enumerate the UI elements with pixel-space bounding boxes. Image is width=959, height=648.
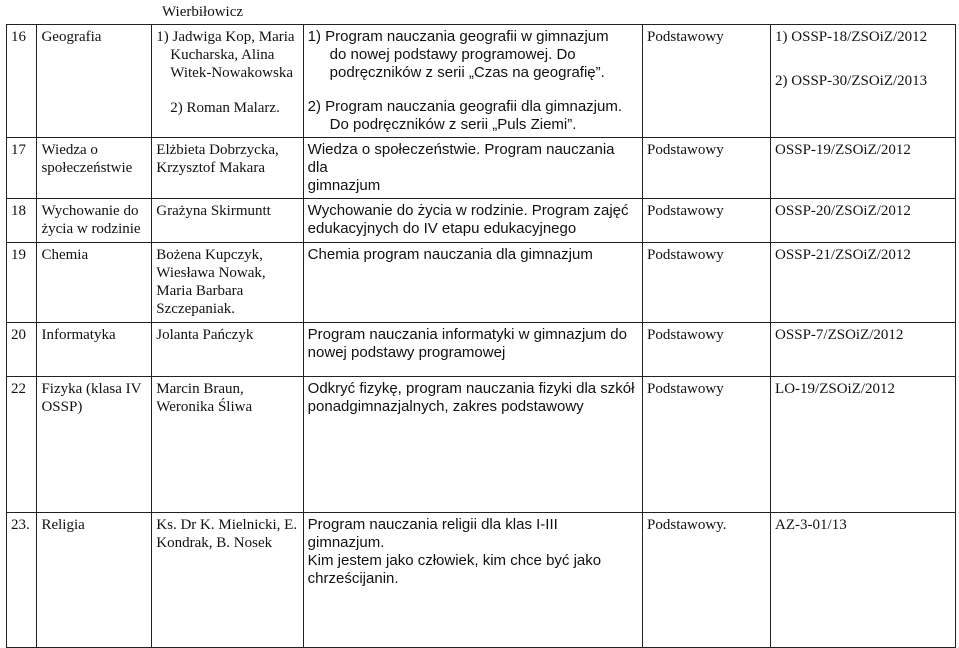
program-item: 1) Program nauczania geografii w gimnazjum do nowej podstawy programowej. Do podręczników z serii „Czas na geografię”. [307, 28, 609, 81]
program-cell: Wiedza o społeczeństwie. Program nauczania dla gimnazjum [303, 138, 642, 199]
level-cell: Podstawowy [643, 199, 771, 243]
level-cell: Podstawowy [643, 25, 771, 138]
certificate-cell: OSSP-21/ZSOiZ/2012 [771, 243, 956, 323]
row-number: 23. [7, 513, 37, 648]
table-row [7, 513, 956, 648]
previous-row-continuation [0, 0, 959, 24]
certificate-cell: OSSP-20/ZSOiZ/2012 [771, 199, 956, 243]
author-line: 2) Roman Malarz. [170, 100, 280, 116]
row-number: 20 [7, 323, 37, 377]
certificate-line: 2) OSSP-30/ZSOiZ/2013 [775, 73, 928, 89]
certificate-cell: AZ-3-01/13 [771, 513, 956, 648]
level-cell: Podstawowy [643, 377, 771, 513]
authors-cell: Marcin Braun, Weronika Śliwa [152, 377, 303, 513]
program-cell: Chemia program nauczania dla gimnazjum [303, 243, 642, 323]
table-row [7, 243, 956, 323]
table-row [7, 199, 956, 243]
subject-cell: Wychowanie do życia w rodzinie [37, 199, 152, 243]
certificate-cell: LO-19/ZSOiZ/2012 [771, 377, 956, 513]
author-line: 1) Jadwiga Kop, Maria [156, 29, 295, 45]
level-cell: Podstawowy [643, 243, 771, 323]
table-row [7, 323, 956, 377]
table-row [7, 25, 956, 138]
subject-cell: Informatyka [37, 323, 152, 377]
subject-cell: Geografia [37, 25, 152, 138]
program-cell [303, 25, 642, 138]
certificate-cell: OSSP-19/ZSOiZ/2012 [771, 138, 956, 199]
row-number: 16 [7, 25, 37, 138]
certificate-cell: OSSP-7/ZSOiZ/2012 [771, 323, 956, 377]
authors-cell: Bożena Kupczyk, Wiesława Nowak, Maria Barbara Szczepaniak. [152, 243, 303, 323]
curriculum-table [6, 24, 956, 648]
subject-cell: Chemia [37, 243, 152, 323]
table-row [7, 138, 956, 199]
subject-cell: Religia [37, 513, 152, 648]
authors-cell: Grażyna Skirmuntt [152, 199, 303, 243]
certificate-line: 1) OSSP-18/ZSOiZ/2012 [775, 29, 928, 45]
subject-cell: Fizyka (klasa IV OSSP) [37, 377, 152, 513]
author-line: Kucharska, Alina [170, 47, 275, 63]
authors-cell: Elżbieta Dobrzycka, Krzysztof Makara [152, 138, 303, 199]
level-cell: Podstawowy. [643, 513, 771, 648]
row-number: 18 [7, 199, 37, 243]
continued-author: Wierbiłowicz [162, 4, 244, 20]
level-cell: Podstawowy [643, 323, 771, 377]
table-row [7, 377, 956, 513]
row-number: 19 [7, 243, 37, 323]
program-cell: Program nauczania informatyki w gimnazjum do nowej podstawy programowej [303, 323, 642, 377]
authors-cell [152, 25, 303, 138]
row-number: 17 [7, 138, 37, 199]
certificate-cell [771, 25, 956, 138]
authors-cell: Jolanta Pańczyk [152, 323, 303, 377]
level-cell: Podstawowy [643, 138, 771, 199]
row-number: 22 [7, 377, 37, 513]
author-line: Witek-Nowakowska [170, 65, 293, 81]
program-cell: Wychowanie do życia w rodzinie. Program zajęć edukacyjnych do IV etapu edukacyjnego [303, 199, 642, 243]
authors-cell: Ks. Dr K. Mielnicki, E. Kondrak, B. Nosek [152, 513, 303, 648]
program-cell: Odkryć fizykę, program nauczania fizyki dla szkół ponadgimnazjalnych, zakres podstawowy [303, 377, 642, 513]
program-cell: Program nauczania religii dla klas I-III gimnazjum. Kim jestem jako człowiek, kim chce być jako chrześcijanin. [303, 513, 642, 648]
program-item: 2) Program nauczania geografii dla gimnazjum. Do podręczników z serii „Puls Ziemi”. [307, 98, 622, 133]
subject-cell: Wiedza o społeczeństwie [37, 138, 152, 199]
